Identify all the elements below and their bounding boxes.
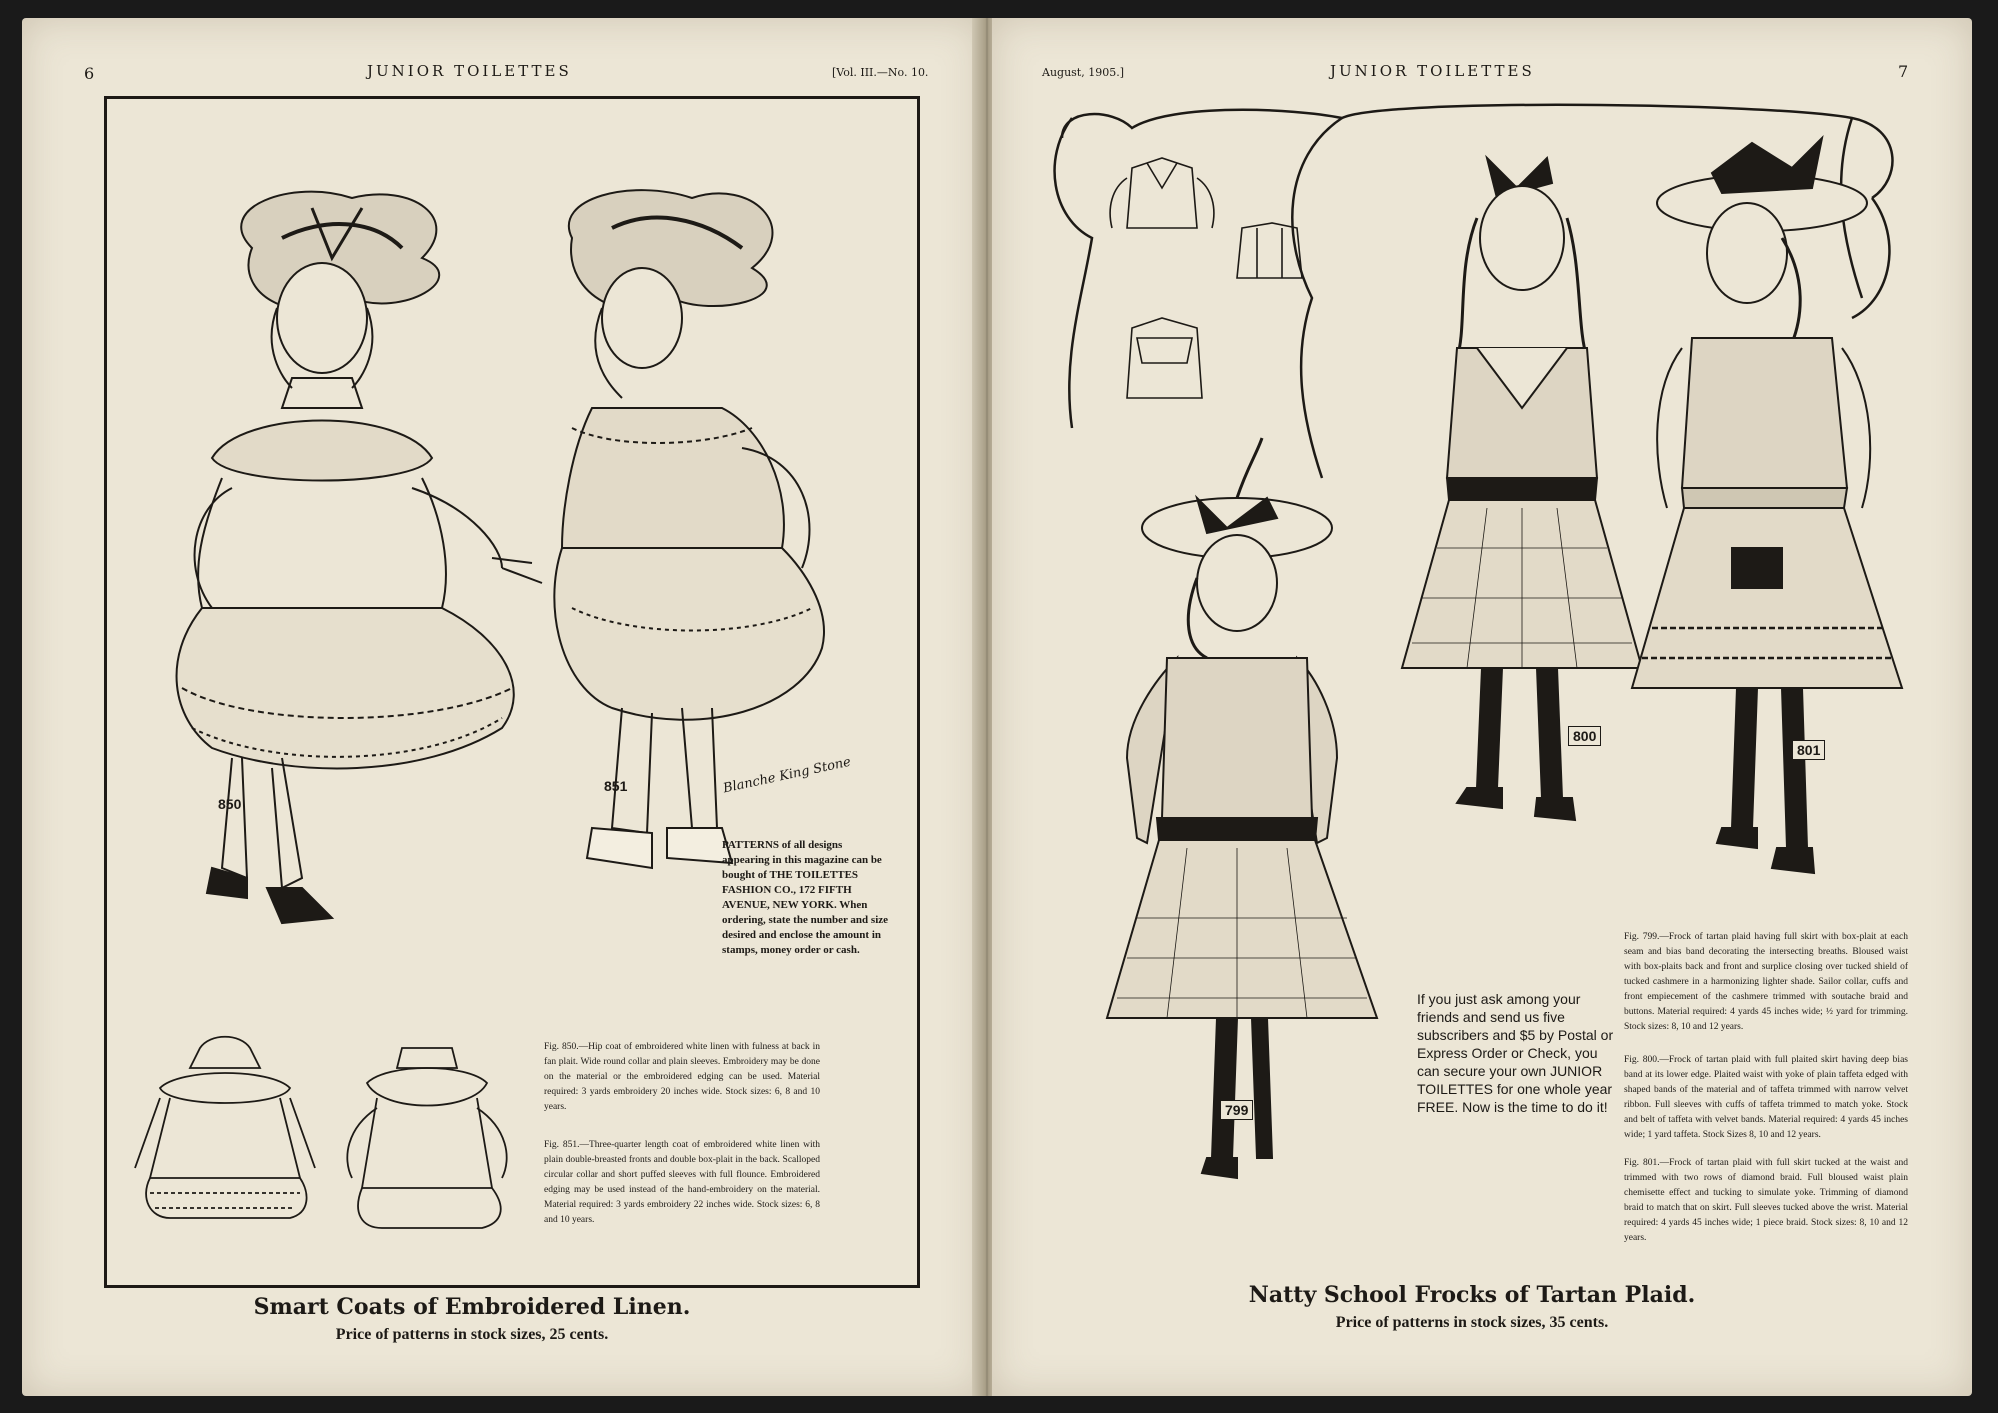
description-fig-851: Fig. 851.—Three-quarter length coat of embroidered white linen with plain double-breasted fronts and double box-plait in the back. Scalloped circular collar and short puffed sleeves with full flounce. Embroidered edging may be used instead of the hand-embroidery on the material. Material required: 3 yards embroidery 22 inches wide. Stock sizes: 6, 8 and 10 years. — [544, 1140, 820, 1225]
description-fig-799: Fig. 799.—Frock of tartan plaid having full skirt with box-plait at each seam and bias band decorating the intersecting breaths. Bloused waist with box-plaits back and front and surplice closing over tucked shield of tucked cashmere in a harmonizing lighter shade. Sailor collar, cuffs and front empiecement of the cashmere trimmed with soutache braid and buttons. Material required: 4 yards 45 inches wide; ½ yard for trimming. Stock sizes: 8, 10 and 12 years. — [1624, 932, 1908, 1032]
caption-title-right: Natty School Frocks of Tartan Plaid. — [1248, 1282, 1696, 1308]
figure-number-801: 801 — [1792, 740, 1825, 760]
date-label: August, 1905.] — [1042, 66, 1124, 79]
figure-number-851: 851 — [604, 778, 628, 794]
patterns-notice: PATTERNS of all designs appearing in this magazine can be bought of THE TOILETTES FASHION CO., 172 FIFTH AVENUE, NEW YORK. When ordering, state the number and size desired and enclose the amount in stamps, money order or cash. — [722, 839, 889, 956]
caption-title-left: Smart Coats of Embroidered Linen. — [253, 1294, 691, 1320]
page-number-right: 7 — [1898, 62, 1909, 81]
girl-800-illustration — [1397, 148, 1657, 848]
description-fig-801: Fig. 801.—Frock of tartan plaid with full skirt tucked at the waist and trimmed with two rows of diamond braid. Full bloused waist plain chemisette effect and tucking to simulate yoke. Trimming of diamond braid to match that on skirt. Full sleeves tucked above the wrist. Material required: 4 yards 45 inches wide; 1 piece braid. Stock sizes: 8, 10 and 12 years. — [1624, 1158, 1908, 1243]
page-number-left: 6 — [84, 64, 95, 83]
figure-number-800: 800 — [1568, 726, 1601, 746]
bodice-sketches — [1102, 148, 1322, 448]
issue-label: [Vol. III.—No. 10. — [832, 66, 929, 79]
left-page — [22, 18, 982, 1396]
back-view-850 — [130, 1028, 320, 1228]
caption-price-left: Price of patterns in stock sizes, 25 cents. — [335, 1326, 609, 1343]
back-view-851 — [342, 1038, 512, 1238]
figure-number-799: 799 — [1220, 1100, 1253, 1120]
right-page — [992, 18, 1972, 1396]
running-head-left: JUNIOR TOILETTES — [367, 62, 572, 80]
artist-signature: Blanche King Stone — [721, 754, 853, 797]
girl-801-illustration — [1632, 128, 1922, 908]
figure-number-850: 850 — [218, 796, 242, 812]
subscription-promo: If you just ask among your friends and send us five subscribers and $5 by Postal or Express Order or Check, you can secure your own JUNIOR TOILETTES for one whole year FREE. Now is the time to do it! — [1417, 991, 1614, 1115]
caption-price-right: Price of patterns in stock sizes, 35 cents. — [1335, 1314, 1609, 1331]
girl-799-illustration — [1087, 458, 1397, 1258]
description-fig-850: Fig. 850.—Hip coat of embroidered white linen with fulness at back in fan plait. Wide round collar and plain sleeves. Embroidery may be done on the material or the embroidered edging can be used. Material required: 3 yards embroidery 20 inches wide. Stock sizes: 6, 8 and 10 years. — [544, 1042, 820, 1112]
running-head-right: JUNIOR TOILETTES — [1330, 62, 1535, 80]
girl-850-illustration — [172, 188, 592, 1028]
description-fig-800: Fig. 800.—Frock of tartan plaid with full plaited skirt having deep bias band at its lower edge. Plaited waist with yoke of plain taffeta edged with shaped bands of the material and of taffeta trimmed with narrow velvet ribbon. Full sleeves with cuffs of taffeta trimmed to match yoke. Stock and belt of taffeta with velvet bands. Material required: 4 yards 45 inches wide; 1 yard taffeta. Stock Sizes 8, 10 and 12 years. — [1624, 1055, 1908, 1140]
